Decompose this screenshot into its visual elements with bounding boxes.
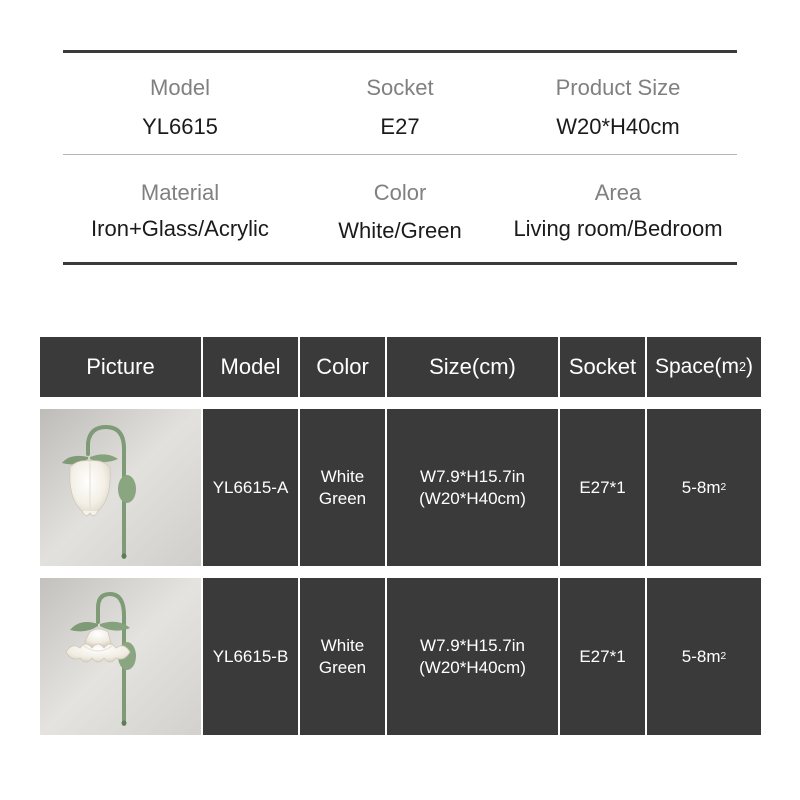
row-b-size-line2: (W20*H40cm) (419, 657, 526, 677)
spec-value-socket: E27 (380, 114, 420, 139)
spec-value-model: YL6615 (142, 114, 218, 139)
row-a-color (300, 409, 385, 566)
header-space: Space(m 2 ) (647, 337, 761, 397)
row-a-size-line2: (W20*H40cm) (419, 488, 526, 508)
spec-label-socket: Socket (366, 75, 434, 100)
product-image-b (40, 578, 201, 735)
row-a-color-line1: White (320, 466, 365, 486)
spec-label-area: Area (594, 180, 642, 205)
row-b-socket: E27*1 (560, 578, 645, 735)
row-b-size (387, 578, 558, 735)
row-a-model: YL6615-A (203, 409, 298, 566)
row-a-color-line2: Green (318, 488, 367, 508)
header-space-text: Space(m (654, 355, 739, 378)
spec-top-rule (63, 50, 737, 53)
spec-value-material: Iron+Glass/Acrylic (91, 216, 269, 241)
header-model: Model (203, 337, 298, 397)
header-socket: Socket (560, 337, 645, 397)
row-a-space: 5-8m 2 (647, 409, 761, 566)
row-a-socket: E27*1 (560, 409, 645, 566)
header-space-close: ) (746, 355, 754, 378)
header-size: Size(cm) (387, 337, 558, 397)
row-b-color (300, 578, 385, 735)
row-a-space-text: 5-8m (681, 477, 721, 497)
row-b-space: 5-8m 2 (647, 578, 761, 735)
spec-label-color: Color (373, 180, 427, 205)
lamp-b-illustration (40, 578, 201, 735)
spec-label-product-size: Product Size (555, 75, 681, 100)
row-b-size-line1: W7.9*H15.7in (420, 635, 525, 655)
spec-divider (63, 154, 737, 155)
row-a-size (387, 409, 558, 566)
row-b-color-line2: Green (318, 657, 367, 677)
spec-value-color: White/Green (338, 218, 462, 243)
product-image-a (40, 409, 201, 566)
spec-label-model: Model (150, 75, 210, 100)
row-b-space-text: 5-8m (681, 646, 721, 666)
row-a-size-line1: W7.9*H15.7in (420, 466, 525, 486)
header-color: Color (300, 337, 385, 397)
spec-label-material: Material (140, 180, 220, 205)
spec-value-product-size: W20*H40cm (556, 114, 680, 139)
header-picture: Picture (40, 337, 201, 397)
spec-value-area: Living room/Bedroom (513, 216, 723, 241)
spec-bottom-rule (63, 262, 737, 265)
row-b-model: YL6615-B (203, 578, 298, 735)
lamp-a-illustration (40, 409, 201, 566)
row-b-color-line1: White (320, 635, 365, 655)
